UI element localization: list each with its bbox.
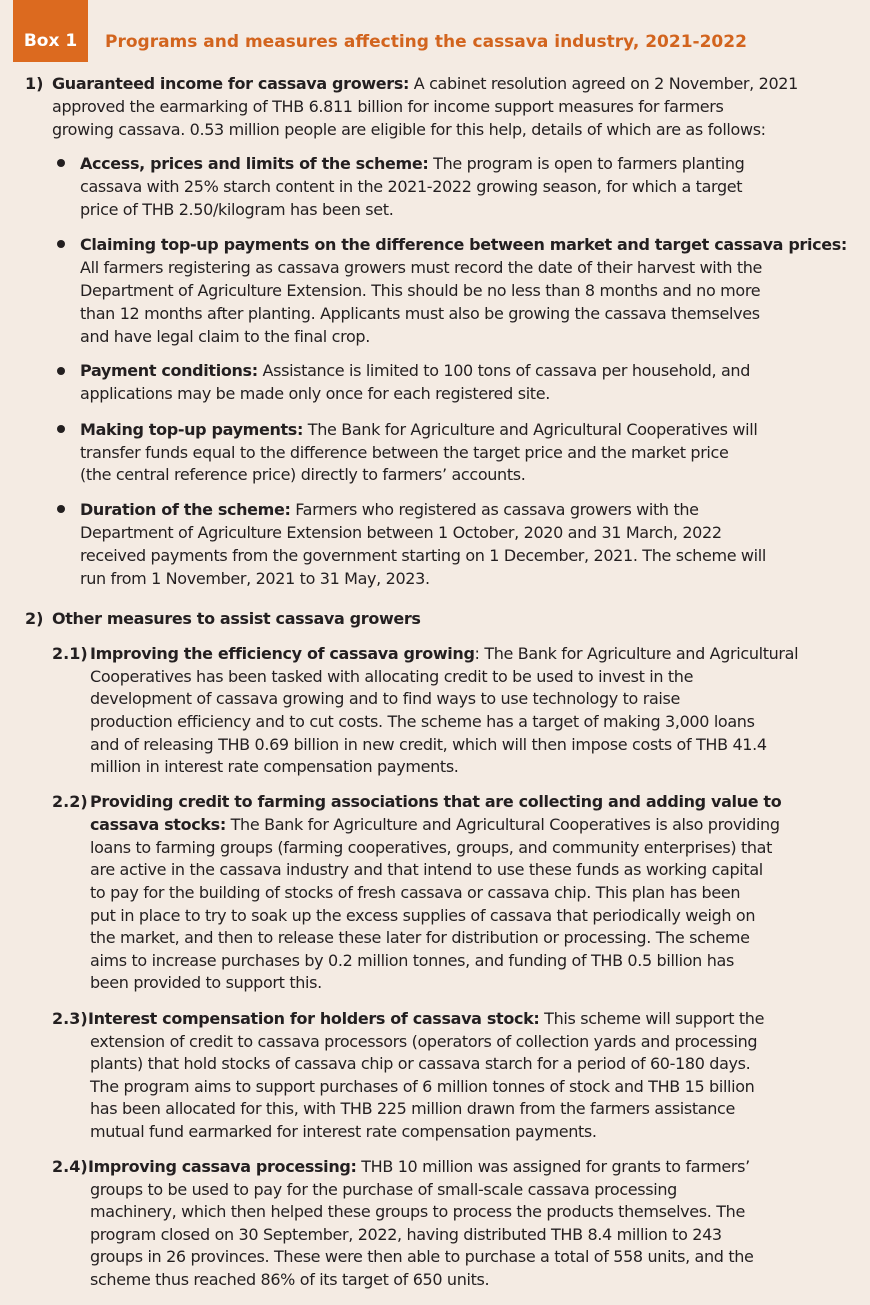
item-line: development of cassava growing and to find ways to use technology to raise bbox=[90, 689, 680, 708]
bullet-heading: Payment conditions: bbox=[80, 361, 258, 380]
item-line: million in interest rate compensation payments. bbox=[90, 757, 459, 776]
text-run: THB 10 million was assigned for grants to farmers’ bbox=[356, 1157, 750, 1176]
item-line: has been allocated for this, with THB 225 million drawn from the farmers assistance bbox=[90, 1099, 735, 1118]
item-line: production efficiency and to cut costs. The scheme has a target of making 3,000 loans bbox=[90, 712, 755, 731]
item-heading: Improving cassava processing: bbox=[88, 1157, 357, 1176]
bullet-dot bbox=[57, 505, 65, 513]
item-line: groups in 26 provinces. These were then able to purchase a total of 558 units, and the bbox=[90, 1247, 754, 1266]
item-line bbox=[88, 1156, 750, 1179]
item-number: 2.1) bbox=[52, 644, 88, 663]
item-heading: cassava stocks: bbox=[90, 815, 226, 834]
bullet-line bbox=[80, 419, 757, 442]
bullet-dot bbox=[57, 367, 65, 375]
item-line: to pay for the building of stocks of fresh cassava or cassava chip. This plan has been bbox=[90, 883, 741, 902]
bullet-line: run from 1 November, 2021 to 31 May, 2023. bbox=[80, 569, 430, 588]
text-run: The Bank for Agriculture and Agricultural Cooperatives will bbox=[303, 420, 758, 439]
bullet-line: All farmers registering as cassava growers must record the date of their harvest with the bbox=[80, 258, 763, 277]
item-line: loans to farming groups (farming cooperatives, groups, and community enterprises) that bbox=[90, 838, 773, 857]
item-line: mutual fund earmarked for interest rate compensation payments. bbox=[90, 1122, 597, 1141]
bullet-line bbox=[80, 360, 750, 383]
bullet-dot bbox=[57, 240, 65, 248]
item-line: been provided to support this. bbox=[90, 973, 322, 992]
item-line: are active in the cassava industry and that intend to use these funds as working capital bbox=[90, 860, 763, 879]
bullet-line bbox=[80, 499, 699, 522]
item-number: 2.2) bbox=[52, 792, 88, 811]
bullet-line: transfer funds equal to the difference between the target price and the market price bbox=[80, 443, 729, 462]
text-run: This scheme will support the bbox=[539, 1009, 765, 1028]
item-line: machinery, which then helped these groups to process the products themselves. The bbox=[90, 1202, 745, 1221]
bullet-line: Department of Agriculture Extension. This should be no less than 8 months and no more bbox=[80, 281, 761, 300]
box-title: Programs and measures affecting the cassava industry, 2021-2022 bbox=[105, 32, 747, 52]
bullet-heading: Claiming top-up payments on the difference between market and target cassava prices: bbox=[80, 235, 847, 254]
paragraph-line: approved the earmarking of THB 6.811 billion for income support measures for farmers bbox=[52, 97, 724, 116]
text-run: The program is open to farmers planting bbox=[428, 154, 745, 173]
section-number: 2) bbox=[25, 609, 44, 628]
item-number: 2.3) bbox=[52, 1009, 88, 1028]
item-heading: Improving the efficiency of cassava growing bbox=[90, 644, 475, 663]
bullet-heading: Access, prices and limits of the scheme: bbox=[80, 154, 429, 173]
bullet-line: cassava with 25% starch content in the 2021-2022 growing season, for which a target bbox=[80, 177, 743, 196]
section-heading: Guaranteed income for cassava growers: bbox=[52, 74, 410, 93]
bullet-line: price of THB 2.50/kilogram has been set. bbox=[80, 200, 394, 219]
bullet-dot bbox=[57, 159, 65, 167]
item-line: aims to increase purchases by 0.2 million tonnes, and funding of THB 0.5 billion has bbox=[90, 951, 734, 970]
bullet-line: and have legal claim to the final crop. bbox=[80, 327, 370, 346]
bullet-line: (the central reference price) directly to farmers’ accounts. bbox=[80, 465, 526, 484]
bullet-line: applications may be made only once for each registered site. bbox=[80, 384, 550, 403]
text-run: Farmers who registered as cassava growers with the bbox=[290, 500, 699, 519]
section-heading: Other measures to assist cassava growers bbox=[52, 609, 421, 628]
item-line: and of releasing THB 0.69 billion in new credit, which will then impose costs of THB 41.4 bbox=[90, 735, 767, 754]
item-line: Cooperatives has been tasked with allocating credit to be used to invest in the bbox=[90, 667, 694, 686]
bullet-line: than 12 months after planting. Applicants must also be growing the cassava themselves bbox=[80, 304, 760, 323]
item-heading: Interest compensation for holders of cassava stock: bbox=[88, 1009, 540, 1028]
text-run: Assistance is limited to 100 tons of cassava per household, and bbox=[257, 361, 751, 380]
item-number: 2.4) bbox=[52, 1157, 88, 1176]
bullet-line bbox=[80, 153, 744, 176]
bullet-line: Department of Agriculture Extension between 1 October, 2020 and 31 March, 2022 bbox=[80, 523, 722, 542]
item-line bbox=[90, 814, 780, 837]
bullet-heading: Making top-up payments: bbox=[80, 420, 304, 439]
bullet-line bbox=[80, 234, 847, 257]
text-run: The Bank for Agriculture and Agricultural Cooperatives is also providing bbox=[225, 815, 780, 834]
text-run: A cabinet resolution agreed on 2 November, 2021 bbox=[409, 74, 798, 93]
bullet-dot bbox=[57, 425, 65, 433]
item-line bbox=[88, 1008, 764, 1031]
item-line: scheme thus reached 86% of its target of 650 units. bbox=[90, 1270, 490, 1289]
item-line: groups to be used to pay for the purchase of small-scale cassava processing bbox=[90, 1180, 677, 1199]
item-line bbox=[90, 643, 798, 666]
paragraph-line bbox=[52, 73, 798, 96]
item-line: The program aims to support purchases of 6 million tonnes of stock and THB 15 billion bbox=[90, 1077, 755, 1096]
item-heading: Providing credit to farming associations that are collecting and adding value to bbox=[90, 792, 782, 811]
text-run: : The Bank for Agriculture and Agricultural bbox=[474, 644, 799, 663]
item-line: plants) that hold stocks of cassava chip or cassava starch for a period of 60-180 days. bbox=[90, 1054, 751, 1073]
bullet-line: received payments from the government starting on 1 December, 2021. The scheme will bbox=[80, 546, 766, 565]
bullet-heading: Duration of the scheme: bbox=[80, 500, 291, 519]
item-line: put in place to try to soak up the excess supplies of cassava that periodically weigh on bbox=[90, 906, 756, 925]
item-line: program closed on 30 September, 2022, having distributed THB 8.4 million to 243 bbox=[90, 1225, 722, 1244]
item-line: extension of credit to cassava processors (operators of collection yards and processing bbox=[90, 1032, 758, 1051]
item-line: the market, and then to release these later for distribution or processing. The scheme bbox=[90, 928, 750, 947]
box-label: Box 1 bbox=[13, 0, 88, 62]
section-number: 1) bbox=[25, 74, 44, 93]
paragraph-line: growing cassava. 0.53 million people are eligible for this help, details of which are as follows: bbox=[52, 120, 766, 139]
